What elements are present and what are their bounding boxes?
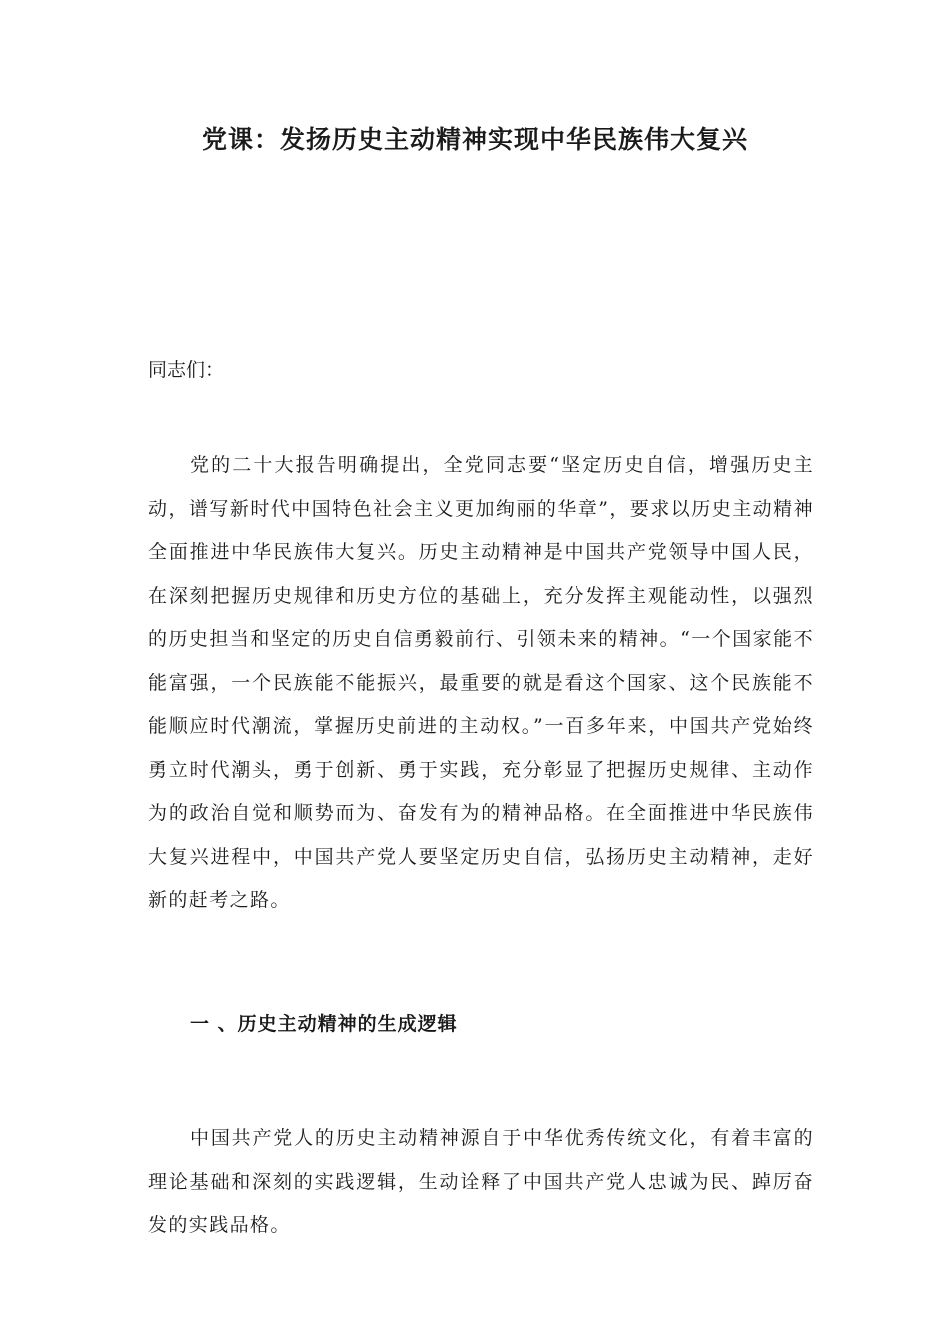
section-heading: 一 、历史主动精神的生成逻辑 (190, 1013, 458, 1035)
section-paragraph: 中国共产党人的历史主动精神源自于中华优秀传统文化，有着丰富的理论基础和深刻的实践逻辑，生动诠释了中国共产党人忠诚为民、踔厉奋发的实践品格。 (148, 1127, 814, 1236)
intro-paragraph: 党的二十大报告明确提出，全党同志要“坚定历史自信，增强历史主动，谱写新时代中国特色社会主义更加绚丽的华章”，要求以历史主动精神全面推进中华民族伟大复兴。历史主动精神是中国共产党领导中国人民，在深刻把握历史规律和历史方位的基础上，充分发挥主观能动性，以强烈的历史担当和坚定的历史自信勇毅前行、引领未来的精神。“一个国家能不能富强，一个民族能不能振兴，最重要的就是看这个国家、这个民族能不能顺应时代潮流，掌握历史前进的主动权。”一百多年来，中国共产党始终勇立时代潮头，勇于创新、勇于实践，充分彰显了把握历史规律、主动作为的政治自觉和顺势而为、奋发有为的精神品格。在全面推进中华民族伟大复兴进程中，中国共产党人要坚定历史自信，弘扬历史主动精神，走好新的赶考之路。 (148, 454, 814, 911)
salutation: 同志们： (148, 359, 225, 381)
document-title: 党课：发扬历史主动精神实现中华民族伟大复兴 (201, 125, 748, 154)
